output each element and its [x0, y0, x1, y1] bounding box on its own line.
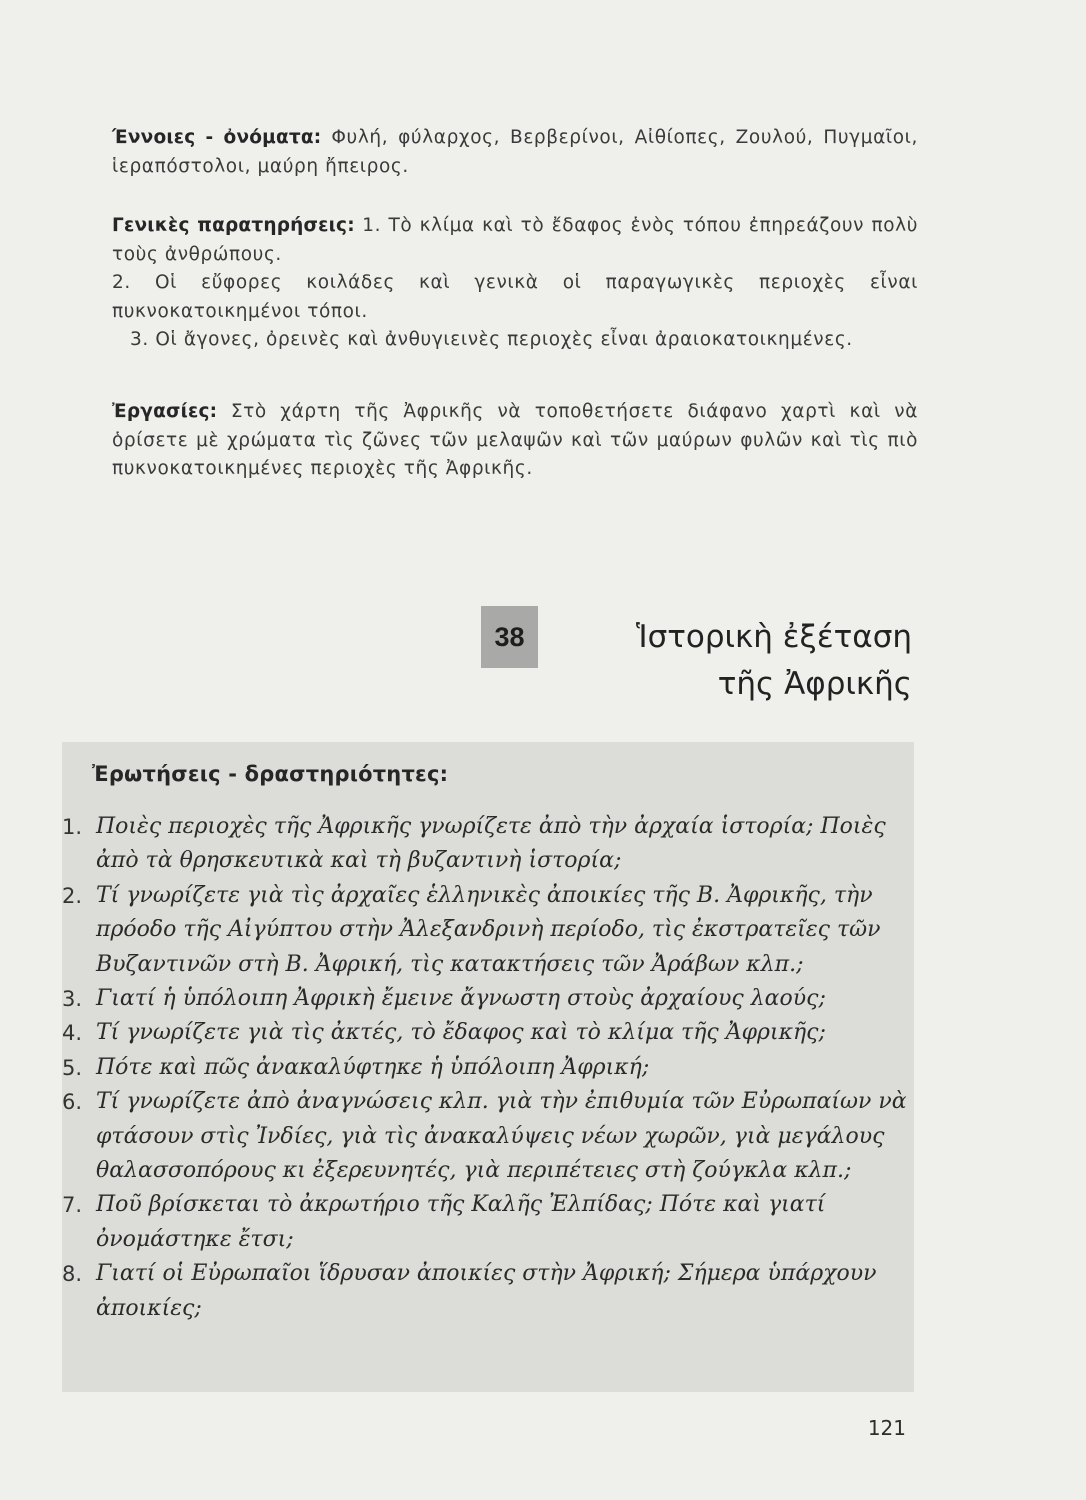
question-item	[56, 1051, 912, 1085]
questions-heading: Ἐρωτήσεις - δραστηριότητες:	[92, 762, 449, 786]
question-item	[56, 879, 912, 982]
concepts-text: Φυλή, φύλαρχος, Βερβερίνοι, Αἰθίοπες, Ζουλού, Πυγμαῖοι, ἱεραπόστολοι, μαύρη ἤπειρος.	[112, 127, 919, 177]
question-text: Τί γνωρίζετε ἀπὸ ἀναγνώσεις κλπ. γιὰ τὴν ἐπιθυμία τῶν Εὐρωπαίων νὰ φτάσουν στὶς Ἰνδίες, γιὰ τὶς ἀνακαλύψεις νέων χωρῶν, γιὰ μεγάλους θαλασσοπόρους κι ἐξερευνητές, γιὰ περιπέτειες στὴ ζούγκλα κλπ.;	[96, 1089, 907, 1184]
question-text: Πότε καὶ πῶς ἀνακαλύφτηκε ἡ ὑπόλοιπη Ἀφρική;	[96, 1054, 650, 1080]
question-item	[56, 1188, 912, 1257]
observation-item-3: 3. Οἱ ἄγονες, ὀρεινὲς καὶ ἀνθυγιεινὲς περιοχὲς εἶναι ἀραιοκατοικημένες.	[130, 329, 853, 350]
question-text: Ποῦ βρίσκεται τὸ ἀκρωτήριο τῆς Καλῆς Ἐλπίδας; Πότε καὶ γιατί ὀνομάστηκε ἔτσι;	[96, 1192, 826, 1252]
page-number: 121	[867, 1416, 906, 1440]
question-number: 5.	[61, 1055, 82, 1080]
question-number: 2.	[61, 883, 82, 908]
questions-list	[56, 810, 912, 1326]
chapter-title-line-2: τῆς Ἀφρικῆς	[717, 666, 912, 702]
chapter-title	[636, 614, 912, 708]
concepts-label: Έννοιες - ὀνόματα:	[112, 127, 322, 148]
chapter-title-line-1: Ἱστορικὴ ἐξέταση	[635, 619, 912, 655]
question-item	[56, 1257, 912, 1326]
tasks-label: Ἐργασίες:	[112, 401, 218, 422]
observations-section	[112, 212, 918, 355]
question-item	[56, 1085, 912, 1188]
question-text: Γιατί οἱ Εὐρωπαῖοι ἵδρυσαν ἀποικίες στὴν Ἀφρική; Σήμερα ὑπάρχουν ἀποικίες;	[96, 1261, 877, 1321]
tasks-text: Στὸ χάρτη τῆς Ἀφρικῆς νὰ τοποθετήσετε διάφανο χαρτὶ καὶ νὰ ὁρίσετε μὲ χρώματα τὶς ζῶνες τῶν μελαψῶν καὶ τῶν μαύρων φυλῶν καὶ τὶς πιὸ πυκνοκατοικημένες περιοχὲς τῆς Ἀφρικῆς.	[112, 401, 918, 479]
question-item	[56, 982, 912, 1016]
question-item	[56, 1016, 912, 1050]
tasks-section	[112, 398, 918, 484]
observation-item-2: 2. Οἱ εὔφορες κοιλάδες καὶ γενικὰ οἱ παραγωγικὲς περιοχὲς εἶναι πυκνοκατοικημένοι τόποι.	[112, 272, 918, 322]
question-number: 3.	[61, 987, 82, 1012]
question-text: Τί γνωρίζετε γιὰ τὶς ἀρχαῖες ἑλληνικὲς ἀποικίες τῆς Β. Ἀφρικῆς, τὴν πρόοδο τῆς Αἰγύπτου στὴν Ἀλεξανδρινὴ περίοδο, τὶς ἐκστρατεῖες τῶν Βυζαντινῶν στὴ Β. Ἀφρική, τὶς κατακτήσεις τῶν Ἀράβων κλπ.;	[96, 882, 881, 977]
question-text: Γιατί ἡ ὑπόλοιπη Ἀφρικὴ ἔμεινε ἄγνωστη στοὺς ἀρχαίους λαούς;	[96, 986, 826, 1012]
question-text: Ποιὲς περιοχὲς τῆς Ἀφρικῆς γνωρίζετε ἀπὸ τὴν ἀρχαία ἱστορία; Ποιὲς ἀπὸ τὰ θρησκευτικὰ καὶ τὴ βυζαντινὴ ἱστορία;	[96, 814, 886, 874]
question-number: 6.	[61, 1090, 82, 1115]
question-text: Τί γνωρίζετε γιὰ τὶς ἀκτές, τὸ ἔδαφος καὶ τὸ κλίμα τῆς Ἀφρικῆς;	[96, 1020, 826, 1046]
question-number: 1.	[61, 815, 82, 839]
chapter-number-badge: 38	[481, 606, 538, 668]
question-number: 7.	[61, 1193, 82, 1218]
question-item	[56, 810, 912, 879]
question-number: 8.	[61, 1262, 82, 1287]
observations-label: Γενικὲς παρατηρήσεις:	[112, 215, 355, 236]
observation-item-1: 1. Τὸ κλίμα καὶ τὸ ἔδαφος ἑνὸς τόπου ἐπηρεάζουν πολὺ τοὺς ἀνθρώπους.	[112, 215, 918, 265]
question-number: 4.	[61, 1021, 82, 1046]
concepts-section	[112, 124, 918, 181]
